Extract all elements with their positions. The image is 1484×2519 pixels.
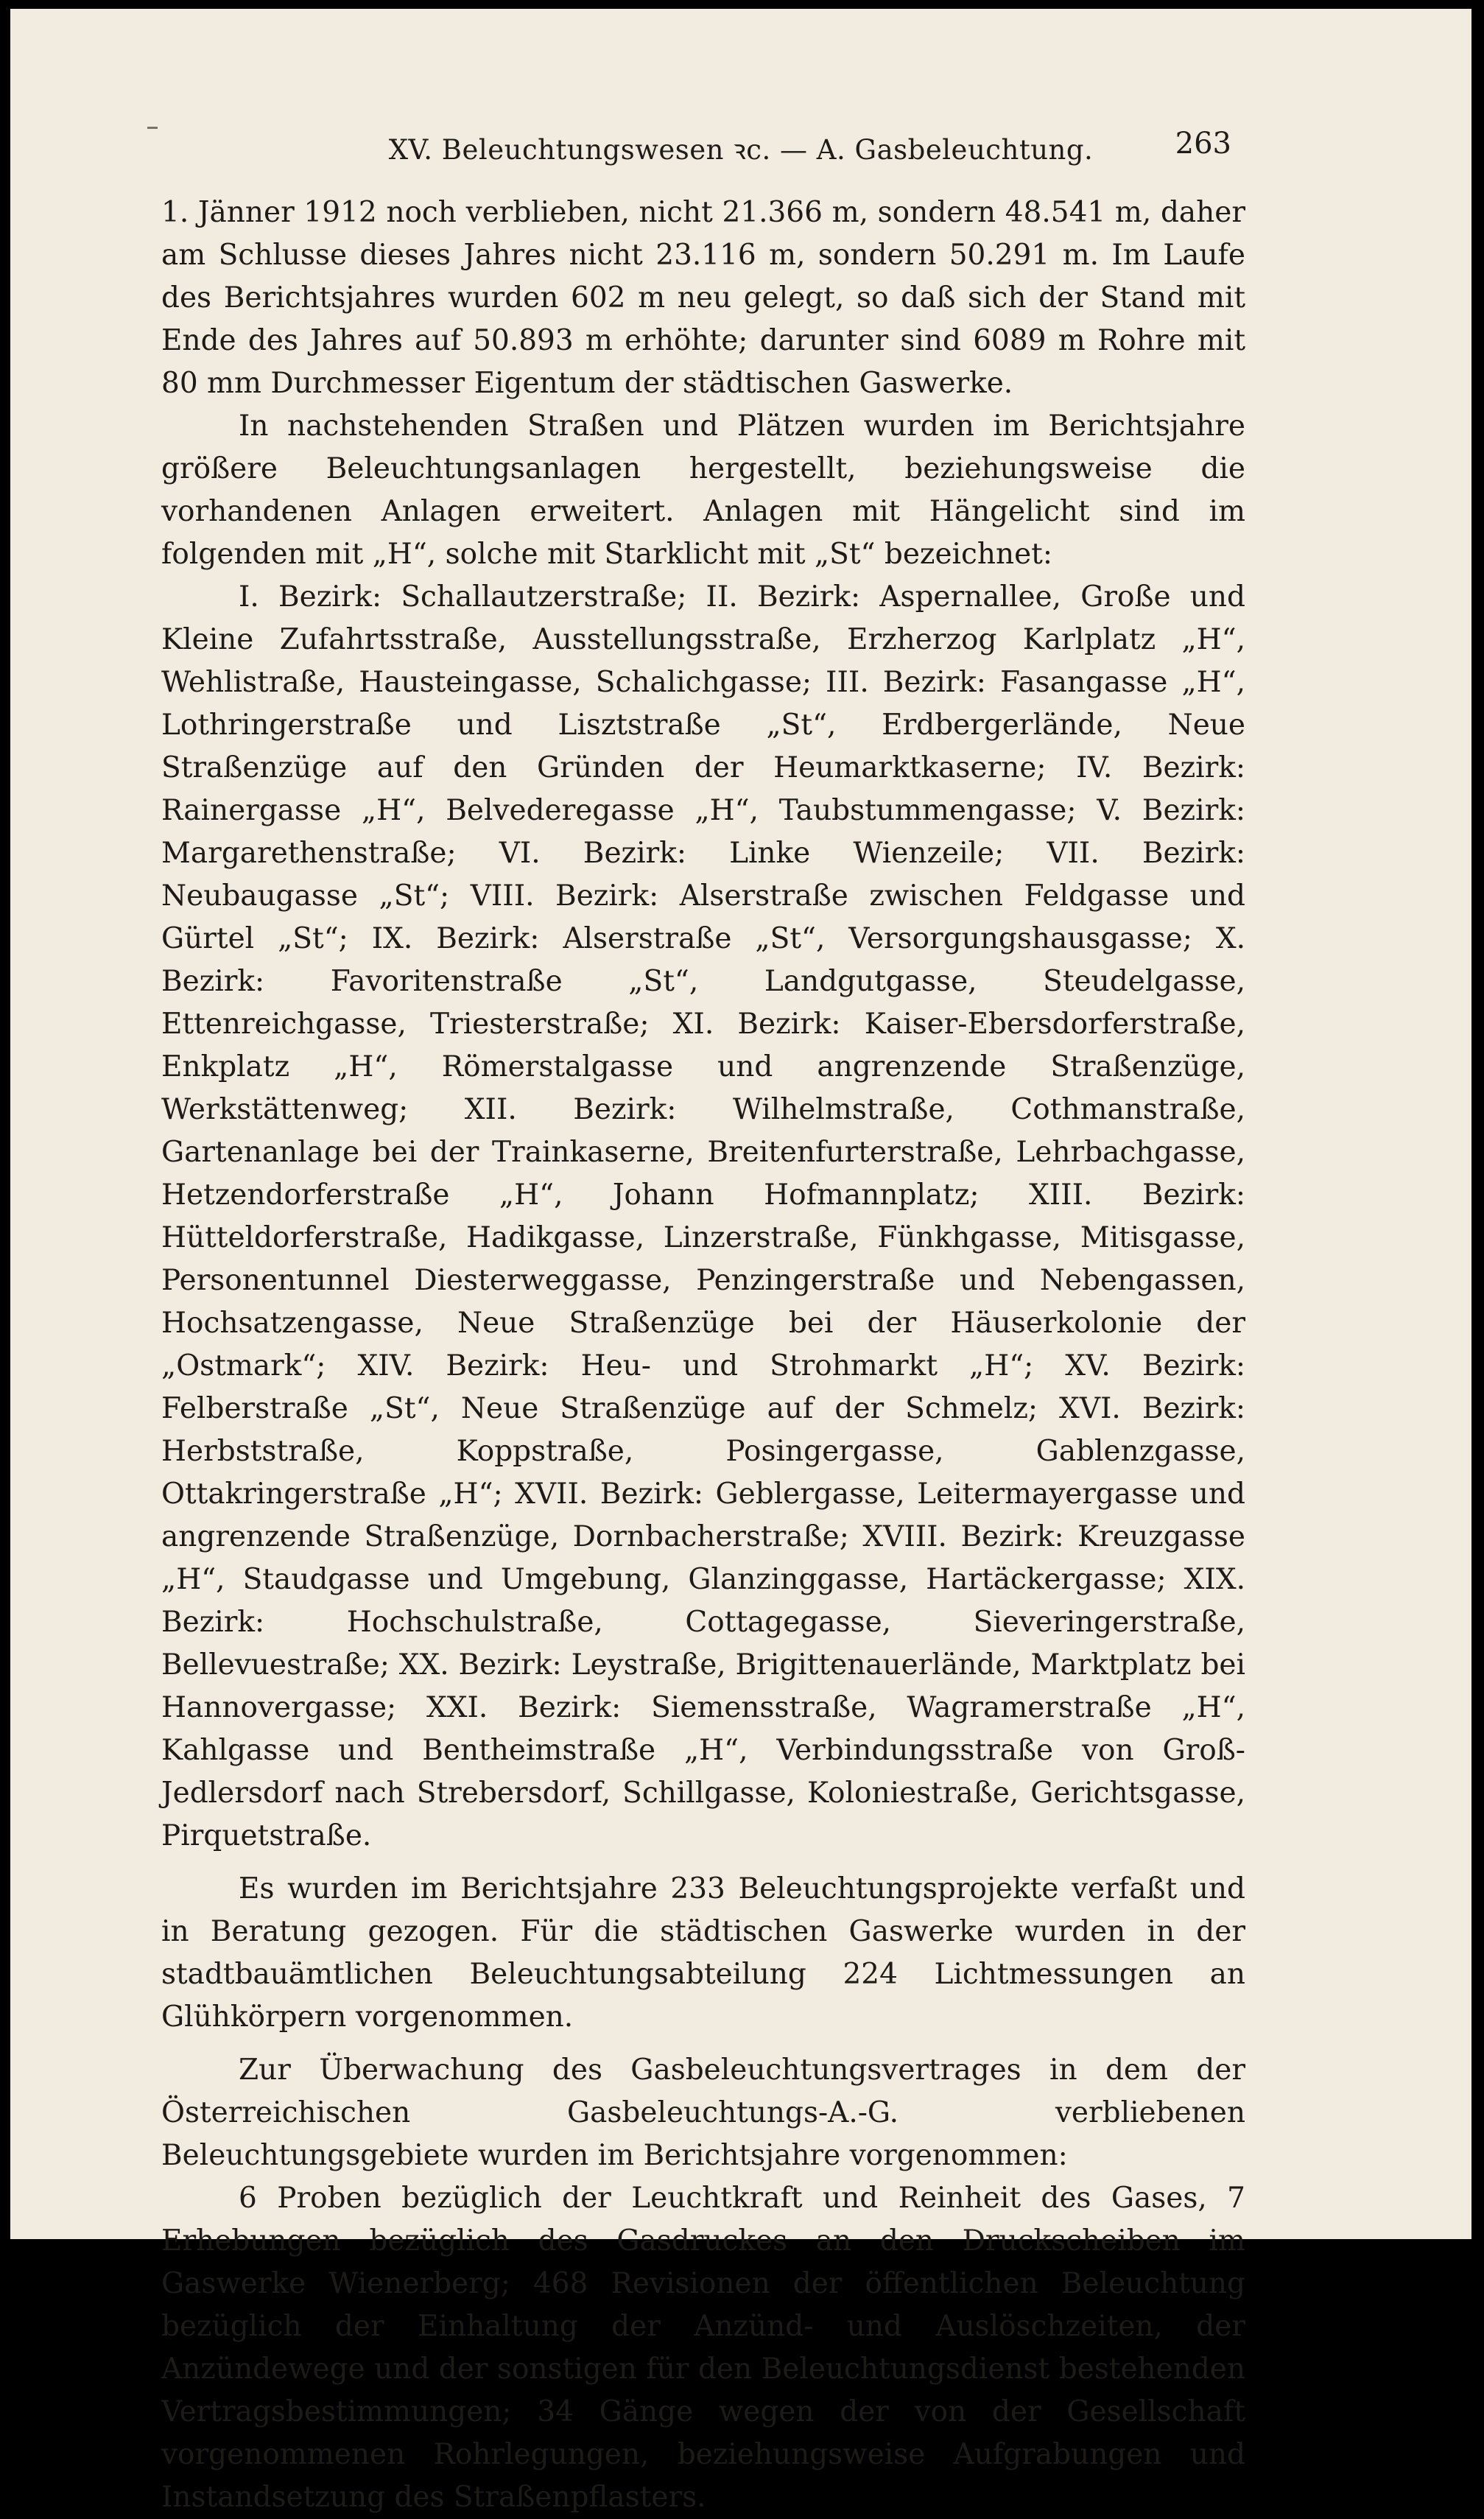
paragraph-carryover: 1. Jänner 1912 noch verblieben, nicht 21.366 m, sondern 48.541 m, daher am Schlusse dieses Jahres nicht 23.116 m, sondern 50.291 m. Im Laufe des Berichtsjahres wurden 602 m neu gelegt, so daß sich der Stand mit Ende des Jahres auf 50.893 m erhöhte; darunter sind 6089 m Rohre mit 80 mm Durchmesser Eigentum der städtischen Gaswerke. [161, 196, 1245, 400]
body-text [161, 192, 1245, 2519]
paragraph-intro-lighting: In nachstehenden Straßen und Plätzen wurden im Berichtsjahre größere Beleuchtungsanlagen hergestellt, beziehungsweise die vorhandenen Anlagen erweitert. Anlagen mit Hängelicht sind im folgenden mit „H“, solche mit Starklicht mit „St“ bezeichnet: [161, 410, 1245, 571]
paragraph-projects: Es wurden im Berichtsjahre 233 Beleuchtungsprojekte verfaßt und in Beratung gezogen. Für die städtischen Gaswerke wurden in der stadtbauämtlichen Beleuchtungsabteilung 224 Lichtmessungen an Glühkörpern vorgenommen. [161, 1872, 1245, 2034]
paragraph-inspections: 6 Proben bezüglich der Leuchtkraft und Reinheit des Gases, 7 Erhebungen bezüglich des Gasdruckes an den Druckscheiben im Gaswerke Wienerberg; 468 Revisionen der öffentlichen Beleuchtung bezüglich der Einhaltung der Anzünd- und Auslöschzeiten, der Anzündewege und der sonstigen für den Beleuchtungsdienst bestehenden Vertragsbestimmungen; 34 Gänge wegen der von der Gesellschaft vorgenommenen Rohrlegungen, beziehungsweise Aufgrabungen und Instandsetzung des Straßenpflasters. [161, 2182, 1245, 2514]
page-number: 263 [1175, 127, 1231, 161]
paragraph-supervision: Zur Überwachung des Gasbeleuchtungsvertrages in dem der Österreichischen Gasbeleuchtungs-A.-G. verbliebenen Beleuchtungsgebiete wurden im Berichtsjahre vorgenommen: [161, 2054, 1245, 2172]
running-title: XV. Beleuchtungswesen ꝛc. — A. Gasbeleuchtung. [388, 134, 1094, 166]
paragraph-district-list: I. Bezirk: Schallautzerstraße; II. Bezirk: Aspernallee, Große und Kleine Zufahrtsstraße, Ausstellungsstraße, Erzherzog Karlplatz „H“, Wehlistraße, Hausteingasse, Schalichgasse; III. Bezirk: Fasangasse „H“, Lothringerstraße und Lisztstraße „St“, Erdbergerlände, Neue Straßenzüge auf den Gründen der Heumarktkaserne; IV. Bezirk: Rainergasse „H“, Belvederegasse „H“, Taubstummengasse; V. Bezirk: Margarethenstraße; VI. Bezirk: Linke Wienzeile; VII. Bezirk: Neubaugasse „St“; VIII. Bezirk: Alserstraße zwischen Feldgasse und Gürtel „St“; IX. Bezirk: Alserstraße „St“, Versorgungshausgasse; X. Bezirk: Favoritenstraße „St“, Landgutgasse, Steudelgasse, Ettenreichgasse, Triesterstraße; XI. Bezirk: Kaiser-Ebersdorferstraße, Enkplatz „H“, Römerstalgasse und angrenzende Straßenzüge, Werkstättenweg; XII. Bezirk: Wilhelmstraße, Cothmanstraße, Gartenanlage bei der Trainkaserne, Breitenfurterstraße, Lehrbachgasse, Hetzendorferstraße „H“, Johann Hofmannplatz; XIII. Bezirk: Hütteldorferstraße, Hadikgasse, Linzerstraße, Fünkhgasse, Mitisgasse, Personentunnel Diesterweggasse, Penzingerstraße und Nebengassen, Hochsatzengasse, Neue Straßenzüge bei der Häuserkolonie der „Ostmark“; XIV. Bezirk: Heu- und Strohmarkt „H“; XV. Bezirk: Felberstraße „St“, Neue Straßenzüge auf der Schmelz; XVI. Bezirk: Herbststraße, Koppstraße, Posingergasse, Gablenzgasse, Ottakringerstraße „H“; XVII. Bezirk: Geblergasse, Leitermayergasse und angrenzende Straßenzüge, Dornbacherstraße; XVIII. Bezirk: Kreuzgasse „H“, Staudgasse und Umgebung, Glanzinggasse, Hartäckergasse; XIX. Bezirk: Hochschulstraße, Cottagegasse, Sieveringerstraße, Bellevuestraße; XX. Bezirk: Leystraße, Brigittenauerlände, Marktplatz bei Hannovergasse; XXI. Bezirk: Siemensstraße, Wagramerstraße „H“, Kahlgasse und Bentheimstraße „H“, Verbindungsstraße von Groß-Jedlersdorf nach Strebersdorf, Schillgasse, Koloniestraße, Gerichtsgasse, Pirquetstraße. [161, 580, 1245, 1852]
page-header [10, 125, 1471, 169]
scanned-page [10, 9, 1471, 2514]
